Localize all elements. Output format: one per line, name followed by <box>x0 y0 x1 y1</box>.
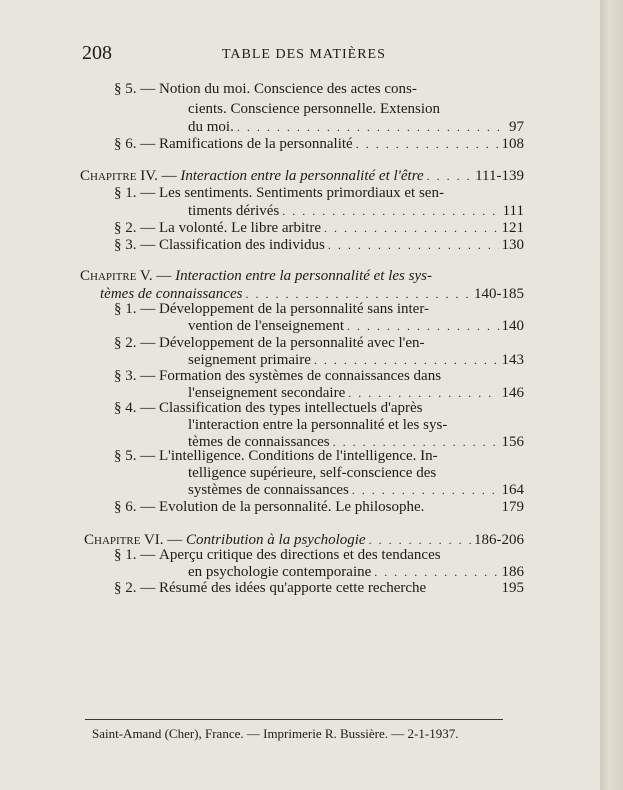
page-ref: 121 <box>501 220 524 236</box>
toc-chapter-5-continuation: tèmes de connaissances . . . 140-185 <box>100 284 524 304</box>
footer-rule <box>85 719 503 720</box>
toc-entry-continuation: timents dérivés . . . 111 <box>188 201 524 221</box>
running-title: TABLE DES MATIÈRES <box>222 47 386 62</box>
page-ref: 97 <box>509 119 524 135</box>
page-ref: 156 <box>501 434 524 450</box>
toc-entry-continuation: l'enseignement secondaire . . . 146 <box>188 383 524 403</box>
toc-entry-continuation: tèmes de connaissances . . . 156 <box>188 432 524 452</box>
page-ref: 143 <box>501 352 524 368</box>
toc-entry-ch3-s5 <box>114 79 417 99</box>
toc-entry-ch4-s1: § 1. — Les sentiments. Sentiments primordiaux et sen- <box>114 185 444 201</box>
toc-entry-continuation: telligence supérieure, self-conscience des <box>188 465 437 481</box>
chapter-label: Chapitre VI. — <box>84 532 183 548</box>
chapter-label: Chapitre V. — <box>80 268 172 284</box>
page-range: 111-139 <box>475 168 524 184</box>
toc-entry-ch6-s2: § 2. — Résumé des idées qu'apporte cette recherche 195 <box>114 580 524 596</box>
toc-entry-ch6-s1: § 1. — Aperçu critique des directions et des tendances <box>114 547 441 563</box>
toc-entry-continuation: systèmes de connaissances . . . 164 <box>188 480 524 500</box>
page-ref: 130 <box>501 237 524 253</box>
page-number: 208 <box>82 42 112 64</box>
dot-leader <box>328 235 499 255</box>
dot-leader <box>356 134 499 154</box>
section-title: Notion du moi. Conscience des actes cons- <box>159 81 417 97</box>
toc-entry-ch3-s6: § 6. — Ramifications de la personnalité . . . 108 <box>114 134 524 154</box>
toc-entry-continuation: vention de l'enseignement . . . 140 <box>188 316 524 336</box>
page-range: 140-185 <box>474 286 524 302</box>
toc-entry-continuation: l'interaction entre la personnalité et les sys- <box>188 417 448 433</box>
toc-entry-ch5-s1: § 1. — Développement de la personnalité sans inter- <box>114 301 430 317</box>
toc-entry-ch5-s3: § 3. — Formation des systèmes de connaissances dans <box>114 368 442 384</box>
printer-imprint: Saint-Amand (Cher), France. — Imprimerie R. Bussière. — 2-1-1937. <box>92 726 459 741</box>
page-edge <box>600 0 623 790</box>
toc-entry-ch4-s2: § 2. — La volonté. Le libre arbitre . . . 121 <box>114 218 524 238</box>
toc-entry-ch5-s4: § 4. — Classification des types intellectuels d'après <box>114 400 423 416</box>
toc-entry-continuation: cients. Conscience personnelle. Extension <box>188 101 441 117</box>
page-ref: 140 <box>501 318 524 334</box>
chapter-title: Contribution à la psychologie <box>186 532 366 548</box>
toc-entry-ch5-s2: § 2. — Développement de la personnalité avec l'en- <box>114 335 425 351</box>
page-ref: 179 <box>501 499 524 515</box>
page-ref: 186 <box>501 564 524 580</box>
section-number: § 5. — <box>114 81 156 97</box>
page-ref: 164 <box>501 482 524 498</box>
page-range: 186-206 <box>474 532 524 548</box>
toc-chapter-5 <box>80 266 432 286</box>
toc-entry-ch4-s3: § 3. — Classification des individus . . . 130 <box>114 235 524 255</box>
chapter-label: Chapitre IV. — <box>80 168 177 184</box>
toc-entry-continuation: en psychologie contemporaine . . . 186 <box>188 562 524 582</box>
chapter-title: Interaction entre la personnalité et les sys- <box>175 268 432 284</box>
chapter-title: Interaction entre la personnalité et l'être <box>180 168 424 184</box>
page-ref: 195 <box>501 580 524 596</box>
page-ref: 111 <box>502 203 524 219</box>
toc-entry-continuation: seignement primaire . . . 143 <box>188 350 524 370</box>
page-header <box>0 42 600 66</box>
toc-entry-ch5-s6: § 6. — Evolution de la personnalité. Le philosophe. 179 <box>114 499 524 515</box>
page-ref: 146 <box>501 385 524 401</box>
page-ref: 108 <box>501 136 524 152</box>
toc-entry-continuation: du moi. . . . 97 <box>188 117 524 137</box>
toc-entry-ch5-s5: § 5. — L'intelligence. Conditions de l'intelligence. In- <box>114 448 438 464</box>
